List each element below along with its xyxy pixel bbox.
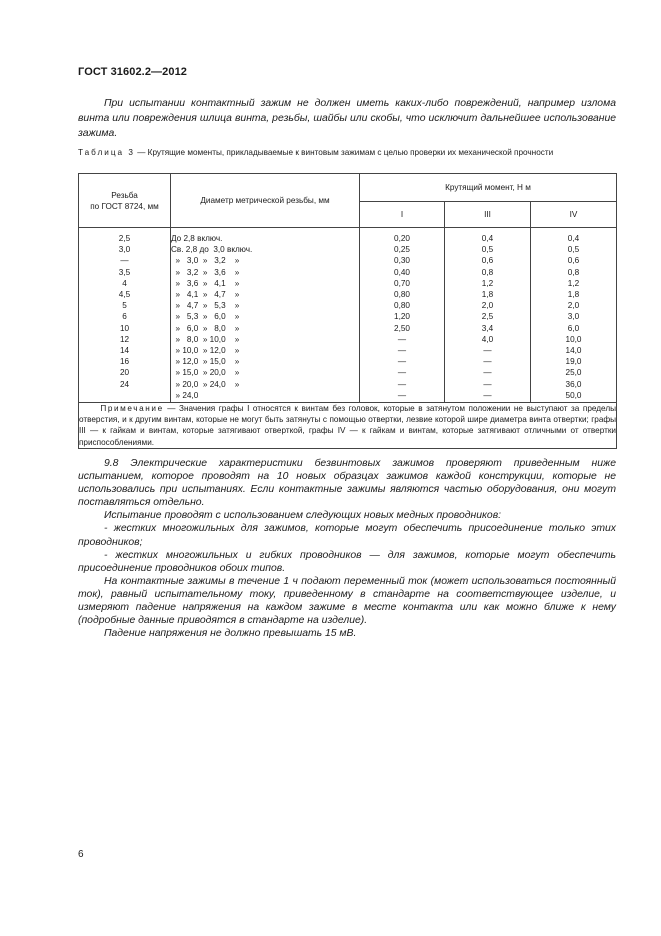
- cell-diameter: » 20,0 » 24,0 »: [171, 379, 360, 390]
- body-paragraph-1: 9.8 Электрические характеристики безвинтовых зажимов проверяют приведенным ниже испытанием, которое проводят на 10 новых образцах зажимов каждой конструкции, которые не использовались при испытаниях. Если контактные зажимы являются частью оборудования, они могут поставляться отдельно.: [78, 458, 616, 509]
- cell-torque-iii: —: [445, 379, 531, 390]
- cell-torque-iii: 4,0: [445, 334, 531, 345]
- cell-thread: 4,5: [79, 289, 171, 300]
- cell-diameter: » 3,0 » 3,2 »: [171, 255, 360, 266]
- cell-thread: 20: [79, 367, 171, 378]
- cell-thread: 14: [79, 345, 171, 356]
- cell-torque-i: 0,20: [360, 228, 445, 245]
- table-row: [79, 244, 617, 255]
- cell-torque-i: 1,20: [360, 311, 445, 322]
- cell-torque-iii: 0,5: [445, 244, 531, 255]
- cell-torque-iii: 0,4: [445, 228, 531, 245]
- cell-thread: 2,5: [79, 228, 171, 245]
- cell-thread: 24: [79, 379, 171, 390]
- body-paragraph-4: - жестких многожильных и гибких проводников — для зажимов, которые могут обеспечить присоединение проводников обоих типов.: [78, 549, 616, 574]
- cell-torque-iv: 1,8: [531, 289, 617, 300]
- cell-diameter: » 15,0 » 20,0 »: [171, 367, 360, 378]
- header-col-i: I: [360, 202, 445, 228]
- cell-torque-i: —: [360, 390, 445, 403]
- body-paragraph-6: Падение напряжения не должно превышать 15 мВ.: [104, 628, 357, 640]
- cell-torque-i: —: [360, 334, 445, 345]
- cell-torque-i: 0,25: [360, 244, 445, 255]
- table-note-row: [79, 403, 617, 449]
- header-thread-line2: по ГОСТ 8724, мм: [90, 201, 159, 211]
- section-9-8-text: [78, 457, 616, 640]
- cell-torque-iv: 6,0: [531, 323, 617, 334]
- cell-diameter: » 3,6 » 4,1 »: [171, 278, 360, 289]
- cell-torque-iv: 0,4: [531, 228, 617, 245]
- cell-torque-iv: 19,0: [531, 356, 617, 367]
- table-note-label: Примечание: [100, 404, 164, 414]
- cell-diameter: » 4,7 » 5,3 »: [171, 300, 360, 311]
- table-row: [79, 356, 617, 367]
- header-diameter: Диаметр метрической резьбы, мм: [171, 174, 360, 228]
- table-row: [79, 390, 617, 403]
- cell-torque-iv: 36,0: [531, 379, 617, 390]
- cell-torque-i: 0,80: [360, 300, 445, 311]
- table-row: [79, 367, 617, 378]
- body-paragraph-2: Испытание проводят с использованием следующих новых медных проводников:: [104, 510, 502, 522]
- cell-thread: 10: [79, 323, 171, 334]
- cell-torque-iii: 0,8: [445, 267, 531, 278]
- torque-table: [78, 173, 617, 449]
- cell-torque-iv: 10,0: [531, 334, 617, 345]
- cell-torque-iii: 3,4: [445, 323, 531, 334]
- cell-torque-iv: 0,8: [531, 267, 617, 278]
- cell-torque-iv: 3,0: [531, 311, 617, 322]
- document-code-header: ГОСТ 31602.2—2012: [78, 66, 188, 78]
- intro-paragraph: При испытании контактный зажим не должен иметь каких-либо повреждений, например излома винта или повреждения шлица винта, резьбы, шайбы или скобы, что исключит дальнейшее использование зажима.: [78, 98, 616, 139]
- table-row: [79, 267, 617, 278]
- cell-thread: 5: [79, 300, 171, 311]
- cell-diameter: » 24,0: [171, 390, 360, 403]
- cell-torque-i: 0,80: [360, 289, 445, 300]
- cell-torque-i: —: [360, 356, 445, 367]
- table-caption-text: — Крутящие моменты, прикладываемые к винтовым зажимам с целью проверки их механической прочности: [134, 148, 554, 157]
- cell-torque-iii: 1,2: [445, 278, 531, 289]
- table-row: [79, 255, 617, 266]
- cell-torque-iii: 2,0: [445, 300, 531, 311]
- cell-torque-iv: 25,0: [531, 367, 617, 378]
- page-number: 6: [78, 849, 84, 860]
- cell-thread: [79, 390, 171, 403]
- cell-diameter: » 5,3 » 6,0 »: [171, 311, 360, 322]
- table-row: [79, 323, 617, 334]
- cell-torque-iv: 14,0: [531, 345, 617, 356]
- cell-torque-i: 0,70: [360, 278, 445, 289]
- cell-torque-i: —: [360, 379, 445, 390]
- cell-torque-iii: —: [445, 356, 531, 367]
- header-col-iv: IV: [531, 202, 617, 228]
- cell-thread: 16: [79, 356, 171, 367]
- cell-diameter: » 6,0 » 8,0 »: [171, 323, 360, 334]
- cell-torque-i: 0,30: [360, 255, 445, 266]
- cell-torque-i: —: [360, 345, 445, 356]
- cell-torque-iii: —: [445, 345, 531, 356]
- table-row: [79, 289, 617, 300]
- header-col-iii: III: [445, 202, 531, 228]
- cell-thread: 3,5: [79, 267, 171, 278]
- cell-diameter: » 8,0 » 10,0 »: [171, 334, 360, 345]
- cell-diameter: » 3,2 » 3,6 »: [171, 267, 360, 278]
- table-caption-label: Таблица 3: [78, 148, 135, 157]
- table-row: [79, 379, 617, 390]
- cell-thread: 3,0: [79, 244, 171, 255]
- cell-thread: 4: [79, 278, 171, 289]
- cell-diameter: » 10,0 » 12,0 »: [171, 345, 360, 356]
- cell-torque-i: —: [360, 367, 445, 378]
- table-row: [79, 345, 617, 356]
- cell-torque-iv: 2,0: [531, 300, 617, 311]
- cell-torque-iii: —: [445, 367, 531, 378]
- table-row: [79, 278, 617, 289]
- table-row: [79, 228, 617, 245]
- cell-torque-iii: —: [445, 390, 531, 403]
- cell-thread: —: [79, 255, 171, 266]
- header-thread: [79, 174, 171, 228]
- cell-diameter: » 4,1 » 4,7 »: [171, 289, 360, 300]
- cell-torque-iv: 0,5: [531, 244, 617, 255]
- cell-torque-i: 2,50: [360, 323, 445, 334]
- cell-diameter: До 2,8 включ.: [171, 228, 360, 245]
- cell-torque-iv: 1,2: [531, 278, 617, 289]
- header-thread-line1: Резьба: [111, 190, 138, 200]
- table-note-text: — Значения графы I относятся к винтам без головок, которые в затянутом положении не выступают за пределы отверстия, и к другим винтам, которые не могут быть затянуты с помощью отвертки, лезвие которой шире диаметра винта отвертки; графы III — к гайкам и винтам, которые затягивают отверткой, графы IV — к гайкам и винтам, которые затягивают отличными от отвертки приспособлениями.: [79, 404, 617, 447]
- table-row: [79, 334, 617, 345]
- cell-torque-iv: 50,0: [531, 390, 617, 403]
- cell-diameter: Св. 2,8 до 3,0 включ.: [171, 244, 360, 255]
- body-paragraph-5: На контактные зажимы в течение 1 ч подают переменный ток (может использоваться постоянный ток), равный испытательному току, приведенному в стандарте на соответствующее изделие, и измеряют падение напряжения на каждом зажиме в месте контакта или как можно ближе к нему (подробные данные приводятся в стандарте на изделие).: [78, 575, 616, 627]
- cell-torque-iii: 0,6: [445, 255, 531, 266]
- header-torque: Крутящий момент, Н м: [360, 174, 617, 202]
- table-note: [79, 403, 617, 449]
- cell-thread: 6: [79, 311, 171, 322]
- table-row: [79, 311, 617, 322]
- body-paragraph-3: - жестких многожильных для зажимов, которые могут обеспечить присоединение только этих проводников;: [78, 523, 616, 548]
- table-row: [79, 300, 617, 311]
- cell-diameter: » 12,0 » 15,0 »: [171, 356, 360, 367]
- cell-torque-iii: 1,8: [445, 289, 531, 300]
- cell-torque-iii: 2,5: [445, 311, 531, 322]
- cell-torque-iv: 0,6: [531, 255, 617, 266]
- cell-torque-i: 0,40: [360, 267, 445, 278]
- cell-thread: 12: [79, 334, 171, 345]
- table-caption: [78, 147, 616, 158]
